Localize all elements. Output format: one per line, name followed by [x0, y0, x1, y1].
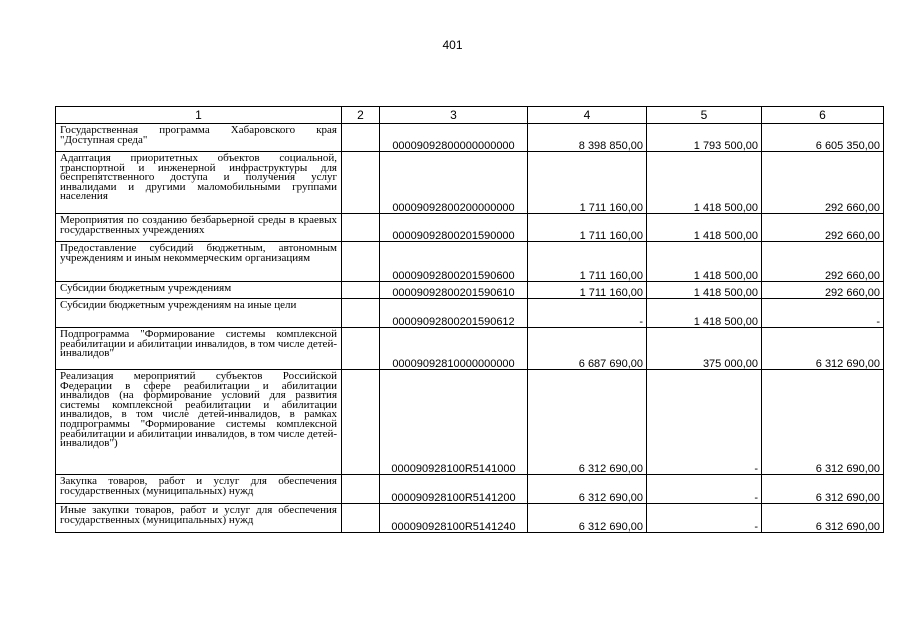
row-name: Иные закупки товаров, работ и услуг для обеспечения государственных (муниципальных) нужд [56, 504, 342, 533]
row-value-5: 1 418 500,00 [647, 282, 762, 299]
row-value-6: - [762, 299, 884, 328]
row-value-6: 6 312 690,00 [762, 475, 884, 504]
row-name: Субсидии бюджетным учреждениям [56, 282, 342, 299]
row-col2 [342, 214, 380, 242]
row-code: 00009092810000000000 [380, 328, 528, 370]
row-name: Адаптация приоритетных объектов социальной, транспортной и инженерной инфраструктуры для беспрепятственного доступа и получения услуг инвалидами и другими маломобильными группами населения [56, 152, 342, 214]
column-header: 1 [56, 107, 342, 124]
row-code: 000090928100R5141200 [380, 475, 528, 504]
row-col2 [342, 475, 380, 504]
row-value-5: - [647, 475, 762, 504]
row-value-5: - [647, 504, 762, 533]
row-name: Государственная программа Хабаровского края "Доступная среда" [56, 124, 342, 152]
row-value-4: 1 711 160,00 [528, 242, 647, 282]
column-header: 4 [528, 107, 647, 124]
table-row [56, 475, 884, 504]
column-header: 5 [647, 107, 762, 124]
row-code: 00009092800201590600 [380, 242, 528, 282]
row-col2 [342, 282, 380, 299]
row-col2 [342, 124, 380, 152]
row-value-5: 1 418 500,00 [647, 152, 762, 214]
row-value-4: 6 312 690,00 [528, 504, 647, 533]
table-row [56, 152, 884, 214]
table-row [56, 282, 884, 299]
row-value-5: 1 418 500,00 [647, 299, 762, 328]
row-col2 [342, 299, 380, 328]
row-value-4: 1 711 160,00 [528, 282, 647, 299]
page-number: 401 [442, 38, 463, 52]
table-row [56, 214, 884, 242]
row-code: 00009092800000000000 [380, 124, 528, 152]
row-value-4: 6 312 690,00 [528, 475, 647, 504]
table-row [56, 328, 884, 370]
row-value-6: 292 660,00 [762, 242, 884, 282]
row-code: 00009092800201590612 [380, 299, 528, 328]
row-value-4: 8 398 850,00 [528, 124, 647, 152]
row-value-4: 6 687 690,00 [528, 328, 647, 370]
row-value-6: 292 660,00 [762, 214, 884, 242]
table-header-row [56, 107, 884, 124]
table-row [56, 299, 884, 328]
row-col2 [342, 152, 380, 214]
row-value-6: 6 312 690,00 [762, 328, 884, 370]
column-header: 2 [342, 107, 380, 124]
table-row [56, 242, 884, 282]
row-value-6: 6 312 690,00 [762, 370, 884, 475]
row-code: 000090928100R5141000 [380, 370, 528, 475]
column-header: 6 [762, 107, 884, 124]
table-row [56, 124, 884, 152]
row-name: Мероприятия по созданию безбарьерной среды в краевых государственных учреждениях [56, 214, 342, 242]
row-name: Предоставление субсидий бюджетным, автономным учреждениям и иным некоммерческим организациям [56, 242, 342, 282]
row-code: 00009092800200000000 [380, 152, 528, 214]
row-value-4: 1 711 160,00 [528, 152, 647, 214]
row-value-6: 292 660,00 [762, 282, 884, 299]
row-col2 [342, 242, 380, 282]
row-col2 [342, 504, 380, 533]
row-value-4: 6 312 690,00 [528, 370, 647, 475]
row-value-5: 1 418 500,00 [647, 214, 762, 242]
row-code: 00009092800201590610 [380, 282, 528, 299]
row-value-5: - [647, 370, 762, 475]
row-value-6: 6 312 690,00 [762, 504, 884, 533]
column-header: 3 [380, 107, 528, 124]
row-col2 [342, 370, 380, 475]
budget-table [55, 106, 884, 533]
table-row [56, 504, 884, 533]
row-value-5: 1 418 500,00 [647, 242, 762, 282]
row-col2 [342, 328, 380, 370]
row-name: Субсидии бюджетным учреждениям на иные цели [56, 299, 342, 328]
row-value-6: 6 605 350,00 [762, 124, 884, 152]
row-name: Подпрограмма "Формирование системы комплексной реабилитации и абилитации инвалидов, в том числе детей-инвалидов" [56, 328, 342, 370]
row-code: 00009092800201590000 [380, 214, 528, 242]
row-value-5: 375 000,00 [647, 328, 762, 370]
row-code: 000090928100R5141240 [380, 504, 528, 533]
row-value-4: - [528, 299, 647, 328]
table-row [56, 370, 884, 475]
row-value-5: 1 793 500,00 [647, 124, 762, 152]
row-name: Реализация мероприятий субъектов Российской Федерации в сфере реабилитации и абилитации инвалидов (на формирование условий для развития системы комплексной реабилитации и абилитации инвалидов, в том числе детей-инвалидов, в рамках подпрограммы "Формирование системы комплексной реабилитации и абилитации инвалидов, в том числе детей-инвалидов") [56, 370, 342, 475]
row-value-6: 292 660,00 [762, 152, 884, 214]
row-value-4: 1 711 160,00 [528, 214, 647, 242]
row-name: Закупка товаров, работ и услуг для обеспечения государственных (муниципальных) нужд [56, 475, 342, 504]
